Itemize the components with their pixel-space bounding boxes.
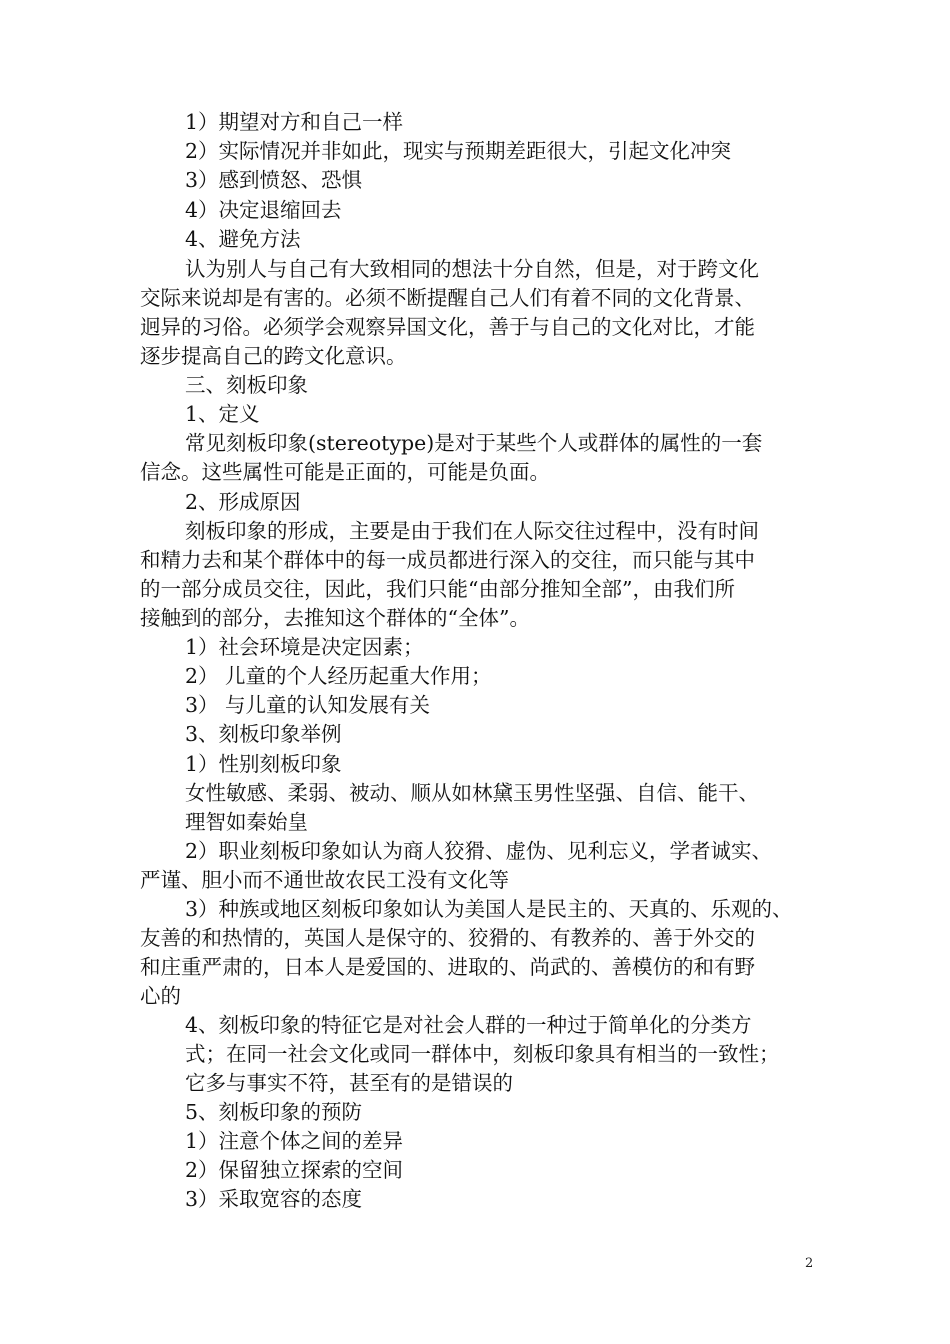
text-line: 2） 儿童的个人经历起重大作用；	[185, 664, 492, 688]
text-line: 逐步提高自己的跨文化意识。	[140, 344, 407, 368]
page-number: 2	[805, 1256, 814, 1271]
text-line: 友善的和热情的，英国人是保守的、狡猾的、有教养的、善于外交的	[140, 926, 755, 950]
text-line: 1、定义	[185, 402, 260, 426]
text-line: 2、形成原因	[185, 490, 301, 514]
text-line: 2）职业刻板印象如认为商人狡猾、虚伪、见利忘义，学者诚实、	[185, 839, 773, 863]
text-line: 迥异的习俗。必须学会观察异国文化，善于与自己的文化对比，才能	[140, 315, 755, 339]
text-line: 和庄重严肃的，日本人是爱国的、进取的、尚武的、善模仿的和有野	[140, 955, 755, 979]
text-line: 5、刻板印象的预防	[185, 1100, 363, 1124]
text-line: 三、刻板印象	[185, 373, 308, 397]
text-line: 3） 与儿童的认知发展有关	[185, 693, 431, 717]
text-line: 2）实际情况并非如此，现实与预期差距很大，引起文化冲突	[185, 139, 732, 163]
text-line: 接触到的部分，去推知这个群体的“全体”。	[140, 606, 530, 630]
text-line: 常见刻板印象(stereotype)是对于某些个人或群体的属性的一套	[185, 431, 763, 455]
text-line: 3）采取宽容的态度	[185, 1187, 363, 1211]
text-line: 3、刻板印象举例	[185, 722, 342, 746]
text-line: 刻板印象的形成，主要是由于我们在人际交往过程中，没有时间	[185, 519, 759, 543]
text-line: 1）期望对方和自己一样	[185, 110, 404, 134]
text-line: 4）决定退缩回去	[185, 198, 342, 222]
text-line: 理智如秦始皇	[185, 810, 308, 834]
text-line: 认为别人与自己有大致相同的想法十分自然，但是，对于跨文化	[185, 257, 759, 281]
text-line: 和精力去和某个群体中的每一成员都进行深入的交往，而只能与其中	[140, 548, 755, 572]
text-line: 2）保留独立探索的空间	[185, 1158, 404, 1182]
text-line: 1）性别刻板印象	[185, 752, 342, 776]
text-line: 严谨、胆小而不通世故农民工没有文化等	[140, 868, 509, 892]
text-line: 式；在同一社会文化或同一群体中，刻板印象具有相当的一致性；	[185, 1042, 780, 1066]
text-line: 交际来说却是有害的。必须不断提醒自己人们有着不同的文化背景、	[140, 286, 755, 310]
text-line: 4、刻板印象的特征它是对社会人群的一种过于简单化的分类方	[185, 1013, 752, 1037]
text-line: 1）社会环境是决定因素；	[185, 635, 424, 659]
text-line: 信念。这些属性可能是正面的，可能是负面。	[140, 460, 550, 484]
text-line: 3）感到愤怒、恐惧	[185, 168, 363, 192]
text-line: 心的	[140, 984, 181, 1008]
text-line: 4、避免方法	[185, 227, 301, 251]
text-line: 的一部分成员交往，因此，我们只能“由部分推知全部”，由我们所	[140, 577, 735, 601]
text-line: 3）种族或地区刻板印象如认为美国人是民主的、天真的、乐观的、	[185, 897, 793, 921]
text-line: 女性敏感、柔弱、被动、顺从如林黛玉男性坚强、自信、能干、	[185, 781, 759, 805]
text-line: 它多与事实不符，甚至有的是错误的	[185, 1071, 513, 1095]
text-line: 1）注意个体之间的差异	[185, 1129, 404, 1153]
